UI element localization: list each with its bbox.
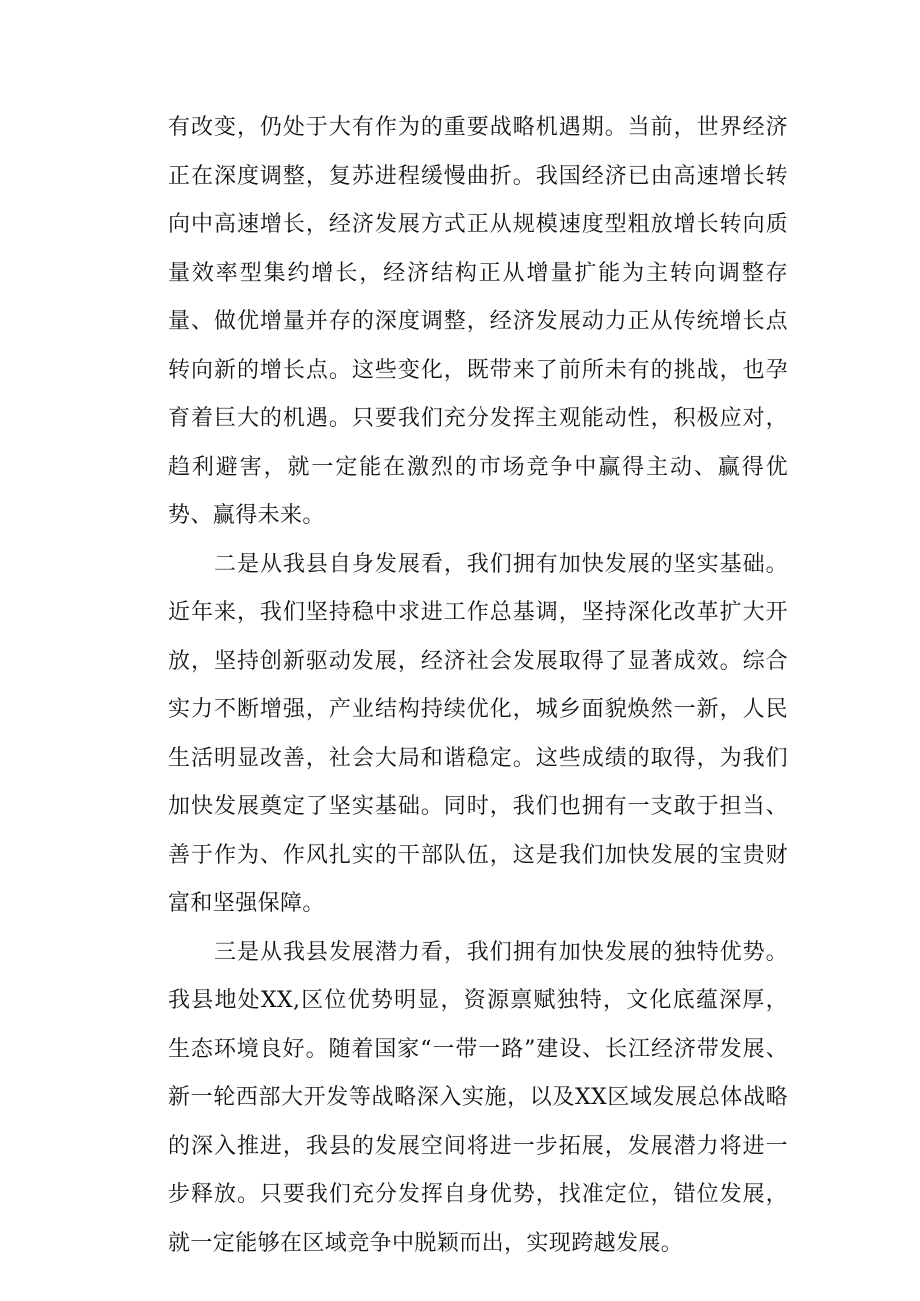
paragraph-point-two: 二是从我县自身发展看，我们拥有加快发展的坚实基础。近年来，我们坚持稳中求进工作总基调，坚持深化改革扩大开放，坚持创新驱动发展，经济社会发展取得了显著成效。综合实力不断增强，产业结构持续优化，城乡面貌焕然一新，人民生活明显改善，社会大局和谐稳定。这些成绩的取得，为我们加快发展奠定了坚实基础。同时，我们也拥有一支敢于担当、善于作为、作风扎实的干部队伍，这是我们加快发展的宝贵财富和坚强保障。: [168, 551, 788, 916]
paragraph-continued: 有改变，仍处于大有作为的重要战略机遇期。当前，世界经济正在深度调整，复苏进程缓慢曲折。我国经济已由高速增长转向中高速增长，经济发展方式正从规模速度型粗放增长转向质量效率型集约增长，经济结构正从增量扩能为主转向调整存量、做优增量并存的深度调整，经济发展动力正从传统增长点转向新的增长点。这些变化，既带来了前所未有的挑战，也孕育着巨大的机遇。只要我们充分发挥主观能动性，积极应对，趋利避害，就一定能在激烈的市场竞争中赢得主动、赢得优势、赢得未来。: [168, 115, 788, 528]
document-body: [168, 104, 788, 1268]
paragraph-point-three: 三是从我县发展潜力看，我们拥有加快发展的独特优势。我县地处XX,区位优势明显，资源禀赋独特，文化底蕴深厚，生态环境良好。随着国家“一带一路”建设、长江经济带发展、新一轮西部大开发等战略深入实施，以及XX区域发展总体战略的深入推进，我县的发展空间将进一步拓展，发展潜力将进一步释放。只要我们充分发挥自身优势，找准定位，错位发展，就一定能够在区域竞争中脱颖而出，实现跨越发展。: [168, 939, 788, 1256]
